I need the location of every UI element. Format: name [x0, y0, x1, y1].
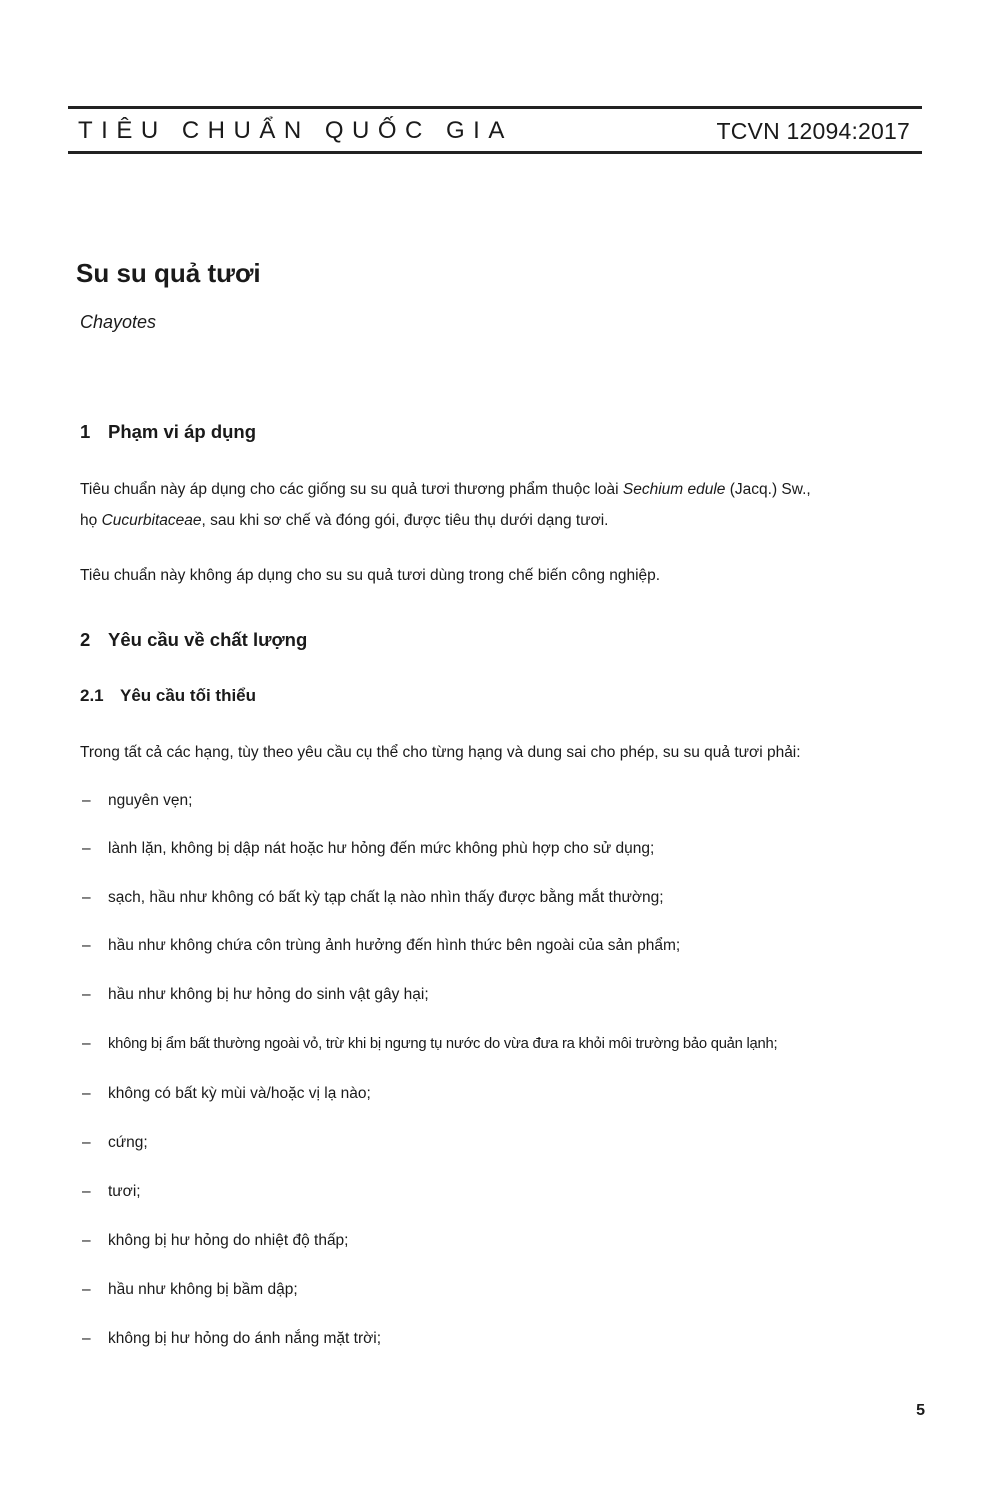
section-2-title: Yêu cầu về chất lượng: [108, 629, 308, 650]
list-dash: –: [82, 792, 91, 809]
list-dash: –: [82, 1035, 91, 1052]
list-item: [82, 1330, 381, 1348]
list-dash: –: [82, 1134, 91, 1151]
section-1-title: Phạm vi áp dụng: [108, 421, 257, 442]
list-item-text: không bị hư hỏng do ánh nắng mặt trời;: [108, 1330, 382, 1347]
scope-paragraph-2: Tiêu chuẩn này không áp dụng cho su su quả tươi dùng trong chế biến công nghiệp.: [80, 567, 661, 584]
requirements-intro: Trong tất cả các hạng, tùy theo yêu cầu cụ thể cho từng hạng và dung sai cho phép, su su quả tươi phải:: [80, 744, 801, 761]
list-item-text: hầu như không bị bầm dập;: [108, 1281, 298, 1298]
standard-code: TCVN 12094:2017: [716, 118, 910, 144]
list-item-text: sạch, hầu như không có bất kỳ tạp chất lạ nào nhìn thấy được bằng mắt thường;: [108, 889, 664, 906]
header-title: TIÊU CHUẨN QUỐC GIA: [78, 117, 513, 144]
list-item-text: cứng;: [108, 1134, 148, 1151]
scope-paragraph-1-line-1: [80, 474, 925, 505]
list-dash: –: [82, 937, 91, 954]
section-2-1-title: Yêu cầu tối thiểu: [120, 686, 257, 705]
list-item-text: không bị ẩm bất thường ngoài vỏ, trừ khi bị ngưng tụ nước do vừa đưa ra khỏi môi trường bảo quản lạnh;: [108, 1036, 778, 1052]
page-header: [68, 106, 922, 154]
list-dash: –: [82, 1183, 91, 1200]
list-item-text: không bị hư hỏng do nhiệt độ thấp;: [108, 1232, 349, 1249]
scope-paragraph-1-line-2: [80, 505, 925, 536]
list-item: [82, 1232, 349, 1250]
section-2-1-number: 2.1: [80, 686, 104, 705]
list-item-text: lành lặn, không bị dập nát hoặc hư hỏng đến mức không phù hợp cho sử dụng;: [108, 840, 655, 857]
document-title: Su su quả tươi: [76, 258, 261, 288]
list-item: [82, 840, 654, 858]
scope-text: , sau khi sơ chế và đóng gói, được tiêu thụ dưới dạng tươi.: [201, 512, 609, 529]
list-item: [82, 1035, 777, 1053]
section-2-heading: [80, 629, 307, 651]
section-1-heading: [80, 421, 256, 443]
list-dash: –: [82, 889, 91, 906]
section-2-number: 2: [80, 629, 91, 650]
family-name: Cucurbitaceae: [101, 512, 202, 529]
list-item: [82, 792, 192, 810]
scope-paragraph-1: [80, 474, 925, 536]
scope-text: Tiêu chuẩn này áp dụng cho các giống su su quả tươi thương phẩm thuộc loài: [80, 481, 623, 498]
list-dash: –: [82, 1232, 91, 1249]
list-item: [82, 937, 680, 955]
list-dash: –: [82, 1281, 91, 1298]
list-dash: –: [82, 986, 91, 1003]
section-2-1-heading: [80, 686, 256, 706]
list-dash: –: [82, 1330, 91, 1347]
list-item-text: hầu như không chứa côn trùng ảnh hưởng đến hình thức bên ngoài của sản phẩm;: [108, 937, 681, 954]
section-1-number: 1: [80, 421, 91, 442]
species-name: Sechium edule: [622, 481, 726, 498]
list-item-text: tươi;: [108, 1183, 141, 1200]
document-subtitle: Chayotes: [80, 312, 157, 332]
list-item: [82, 1085, 371, 1103]
list-item: [82, 1281, 298, 1299]
list-dash: –: [82, 1085, 91, 1102]
scope-text: họ: [80, 512, 102, 529]
list-item-text: nguyên vẹn;: [108, 792, 193, 809]
list-item: [82, 889, 664, 907]
list-item-text: hầu như không bị hư hỏng do sinh vật gây hại;: [108, 986, 429, 1003]
list-item-text: không có bất kỳ mùi và/hoặc vị lạ nào;: [108, 1085, 371, 1102]
list-item: [82, 986, 429, 1004]
scope-text: (Jacq.) Sw.,: [725, 481, 811, 498]
list-dash: –: [82, 840, 91, 857]
list-item: [82, 1134, 148, 1152]
page-number: 5: [916, 1402, 925, 1419]
list-item: [82, 1183, 141, 1201]
